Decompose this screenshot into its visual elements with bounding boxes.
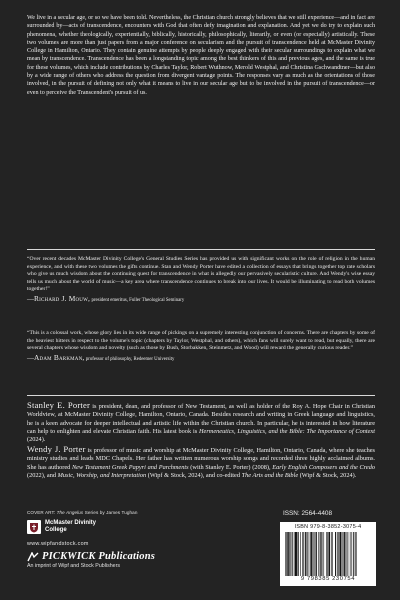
book-title: Music, Worship, and Interpretation	[57, 471, 147, 479]
endorsement-attribution: —Adam Barkman, professor of philosophy, Redeemer University	[27, 352, 175, 362]
cover-blurb: We live in a secular age, or so we have been told. Nevertheless, the Christian church strongly believes that we still experience—and in fact are surrounded by—acts of transcendence, encounters with God that often defy imagination and explanation. And yet we do try to explain such phenomena, whether theologically, experientially, biblically, historically, philosophically, literarily, or even (or especially) artistically. These two volumes are more than just papers from a major conference on secularism and the pursuit of transcendence held at McMaster Divinity College in Hamilton, Ontario. They contain genuine attempts by people deeply engaged with their secular surroundings to explain what we mean by transcendence. Transcendence has been a longstanding topic among the best thinkers of this and previous ages, and the same is true for these volumes, which include contributions by Charles Taylor, Robert Wuthnow, Merold Westphal, and Christina Gschwandtner—but also by a wide range of others who address the question from divergent vantage points. The responses vary as much as the orientations of those involved, in the pursuit of defining not only what it means to live in our secular age but to be involved in the pursuit of transcendence—or even to perceive the Transcendent's pursuit of us.	[27, 15, 375, 96]
endorser-affiliation: professor of philosophy, Redeemer University	[85, 356, 175, 362]
college-name-line1: McMaster Divinity	[45, 520, 97, 526]
endorsement-attribution: —Richard J. Mouw, president emeritus, Fuller Theological Seminary	[27, 293, 185, 303]
divider-top	[27, 249, 375, 250]
isbn-digits: 9 798385 230754	[300, 576, 356, 582]
book-title: The Arts and the Bible	[241, 471, 299, 479]
mcmaster-logo	[27, 520, 96, 534]
bio-wendy-porter: Wendy J. Porter is professor of music and worship at McMaster Divinity College, Hamilton, Ontario, Canada, where she teaches ministry studies and leads MDC Chapels. Her father has written numerous worship songs and recorded three highly acclaimed albums. She has authored New Testament Greek Papyri and Parchments (with Stanley E. Porter) (2008), Early English Composers and the Credo (2022), and Music, Worship, and Interpretation (Wipf & Stock, 2024), and co-edited The Arts and the Bible (Wipf & Stock, 2024).	[27, 444, 376, 479]
college-name-line2: College	[45, 527, 67, 533]
endorsement-quote: “Over recent decades McMaster Divinity College's General Studies Series has provided us with significant works on the role of religion in the human experience, and with these two volumes the gifts continue. Stan and Wendy Porter have edited a collection of essays that brings together top rate scholars who give us much wisdom about the continuing quest for transcendence in what is allegedly our pervasively secularistic culture. And Wendy's wise essay tells us much about the world of music—a key area where transcendence continues to break into our lives. It would be illuminating to read both volumes together!”	[27, 256, 375, 293]
book-title: Hermeneutics, Linguistics, and the Bible: The Importance of Context	[199, 427, 375, 435]
publisher-name: PICKWICK Publications	[42, 551, 156, 562]
barcode-bars	[285, 532, 357, 576]
bio-name: Stanley E. Porter	[27, 400, 91, 410]
endorsement-quote: “This is a colossal work, whose glory lies in its wide range of pickings on a supremely interesting conjunction of concerns. There are chapters by some of the heaviest hitters in respect to the volume's topic (chapters by Taylor, Westphal, and others), which fans will surely want to read, but equally, there are several chapters whose wisdom and novelty (such as those by Bush, Storbakken, Steinmetz, and Wood) will reward the generally curious reader.”	[27, 330, 375, 352]
publisher-logo	[27, 551, 155, 569]
cover-art-credit: COVER ART: The Angelus Series by James Tughan	[27, 510, 138, 515]
college-shield-icon	[27, 520, 41, 534]
isbn-barcode	[280, 522, 376, 586]
issn: ISSN: 2564-4408	[283, 510, 333, 517]
endorsement-barkman	[27, 330, 375, 363]
endorser-name: Richard J. Mouw,	[34, 293, 91, 303]
endorser-affiliation: president emeritus, Fuller Theological Seminary	[91, 297, 185, 303]
book-title: Early English Composers and the Credo	[272, 463, 375, 471]
divider-middle	[27, 395, 375, 396]
publisher-website: www.wipfandstock.com	[27, 541, 89, 547]
endorser-name: Adam Barkman,	[34, 352, 85, 362]
bio-stanley-porter: Stanley E. Porter is president, dean, and professor of New Testament, as well as holder of the Roy A. Hope Chair in Christian Worldview, at McMaster Divinity College, Hamilton, Ontario, Canada. Besides research and writing in Greek language and linguistics, he is a keen advocate for deeper intellectual and artistic life within the Christian church. In particular, he is interested in how literature can help to enlighten and elevate Christian faith. His latest book is Hermeneutics, Linguistics, and the Bible: The Importance of Context (2024).	[27, 400, 376, 444]
pickwick-emblem-icon	[27, 552, 39, 562]
book-title: New Testament Greek Papyri and Parchments	[71, 463, 189, 471]
endorsement-mouw	[27, 256, 375, 305]
bio-name: Wendy J. Porter	[27, 444, 86, 454]
publisher-tagline: An imprint of Wipf and Stock Publishers	[27, 563, 121, 569]
isbn-label: ISBN 979-8-3852-3075-4	[294, 524, 362, 530]
